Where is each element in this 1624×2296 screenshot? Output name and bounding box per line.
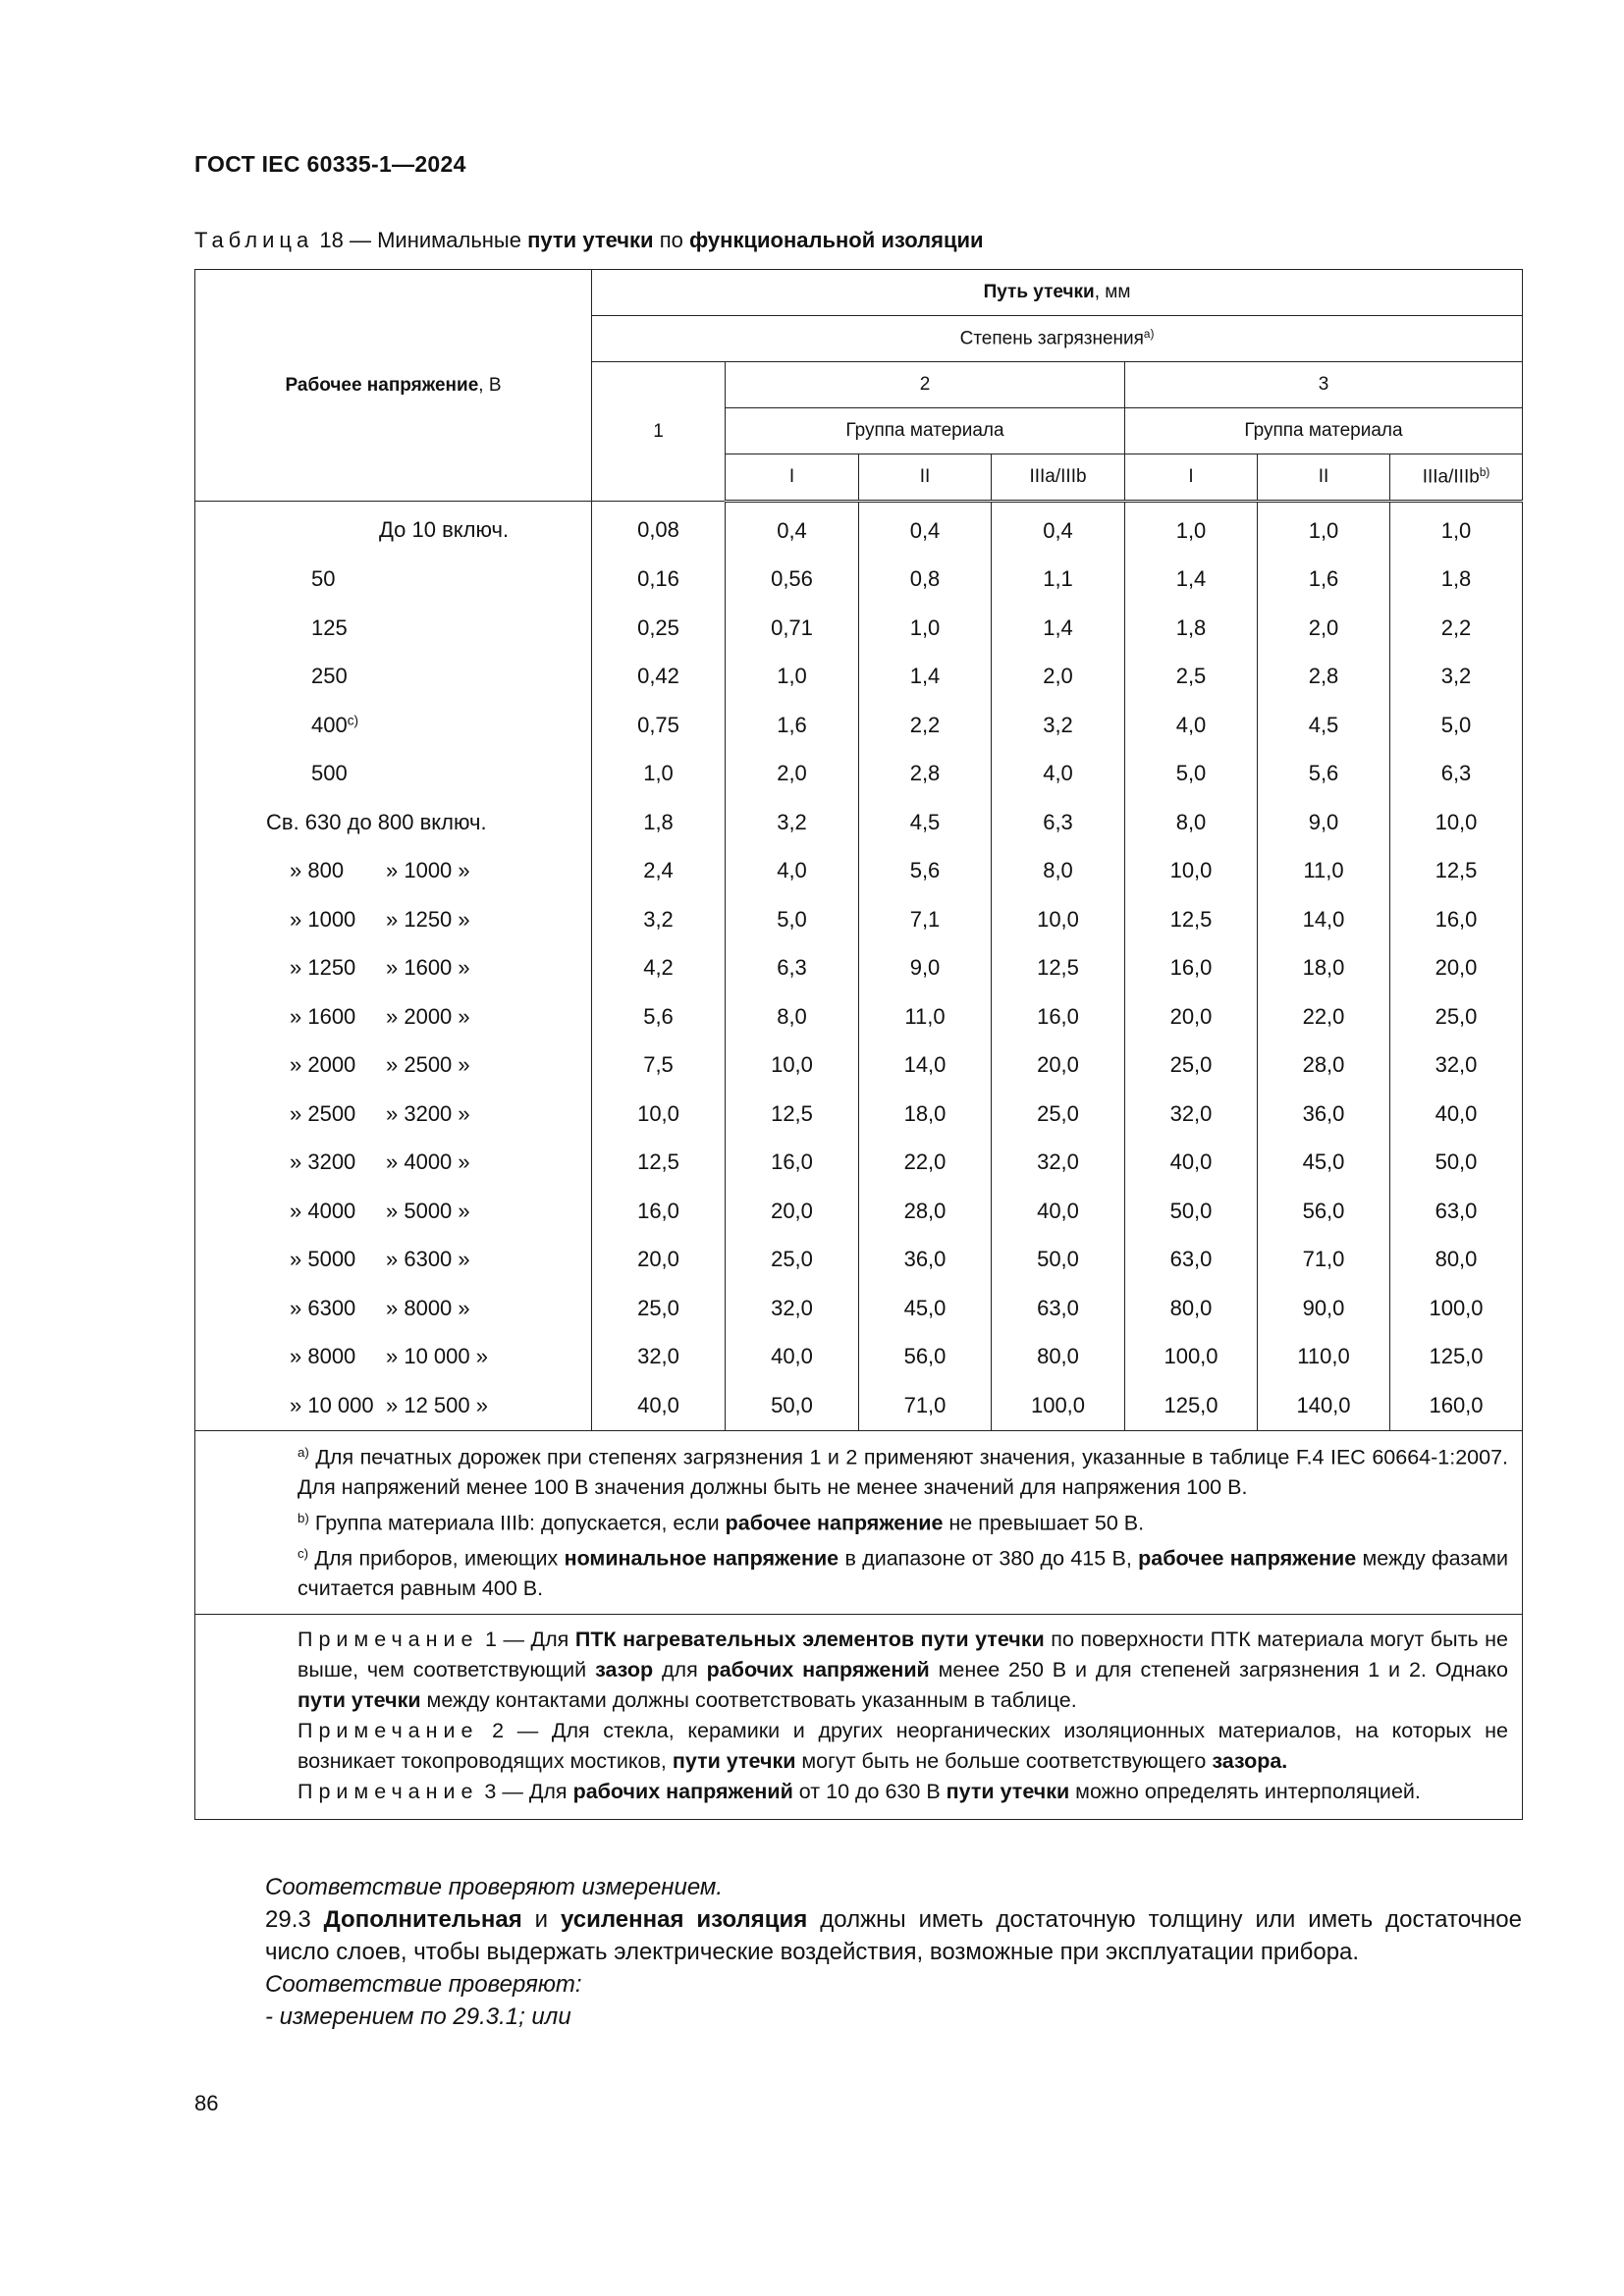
table-row [195, 1187, 1523, 1236]
value-cell: 8,0 [992, 847, 1125, 896]
degree-2-header: 2 [726, 362, 1125, 408]
value-cell: 45,0 [859, 1284, 992, 1333]
value-cell: 1,0 [1125, 502, 1258, 556]
value-cell: 1,1 [992, 556, 1125, 605]
value-cell: 3,2 [592, 895, 726, 944]
value-cell: 100,0 [1125, 1333, 1258, 1382]
value-cell: 1,4 [992, 604, 1125, 653]
value-cell: 0,4 [992, 502, 1125, 556]
group-3-header: Группа материала [1125, 408, 1523, 454]
value-cell: 10,0 [726, 1041, 859, 1091]
voltage-cell: » 8000 » 10 000 » [195, 1333, 592, 1382]
value-cell: 18,0 [859, 1090, 992, 1139]
voltage-cell: 50 [195, 556, 592, 605]
value-cell: 10,0 [992, 895, 1125, 944]
compliance-method: - измерением по 29.3.1; или [265, 2003, 571, 2030]
value-cell: 40,0 [726, 1333, 859, 1382]
value-cell: 10,0 [592, 1090, 726, 1139]
value-cell: 12,5 [1125, 895, 1258, 944]
value-cell: 80,0 [992, 1333, 1125, 1382]
voltage-cell: » 5000 » 6300 » [195, 1236, 592, 1285]
value-cell: 140,0 [1258, 1381, 1390, 1430]
value-cell: 6,3 [992, 798, 1125, 847]
value-cell: 50,0 [1125, 1187, 1258, 1236]
value-cell: 32,0 [1125, 1090, 1258, 1139]
table-row [195, 1041, 1523, 1091]
table-row [195, 798, 1523, 847]
table-row [195, 653, 1523, 702]
value-cell: 20,0 [1390, 944, 1523, 993]
voltage-cell: Св. 630 до 800 включ. [195, 798, 592, 847]
group-3-ii: II [1258, 454, 1390, 502]
value-cell: 5,0 [726, 895, 859, 944]
table-row [195, 1139, 1523, 1188]
value-cell: 4,0 [992, 750, 1125, 799]
voltage-cell: » 10 000 » 12 500 » [195, 1381, 592, 1430]
group-2-i: I [726, 454, 859, 502]
value-cell: 6,3 [1390, 750, 1523, 799]
value-cell: 32,0 [726, 1284, 859, 1333]
value-cell: 50,0 [992, 1236, 1125, 1285]
degree-3-header: 3 [1125, 362, 1523, 408]
table-row [195, 556, 1523, 605]
value-cell: 1,6 [726, 701, 859, 750]
value-cell: 2,5 [1125, 653, 1258, 702]
voltage-cell: 400$^{c)}$ [195, 701, 592, 750]
value-cell: 16,0 [1125, 944, 1258, 993]
value-cell: 10,0 [1125, 847, 1258, 896]
footnote-b: $^{b)}$ Группа материала IIIb: допускается, если рабочее напряжение не превышает 50 В. [298, 1510, 1145, 1535]
value-cell: 1,0 [1258, 502, 1390, 556]
value-cell: 28,0 [1258, 1041, 1390, 1091]
value-cell: 1,4 [859, 653, 992, 702]
table-row [195, 1284, 1523, 1333]
value-cell: 100,0 [992, 1381, 1125, 1430]
page-number: 86 [194, 2091, 219, 2115]
table-row [195, 944, 1523, 993]
value-cell: 22,0 [859, 1139, 992, 1188]
value-cell: 25,0 [726, 1236, 859, 1285]
value-cell: 2,4 [592, 847, 726, 896]
value-cell: 125,0 [1390, 1333, 1523, 1382]
caption-bold-2: функциональной изоляции [688, 228, 984, 252]
value-cell: 1,8 [592, 798, 726, 847]
group-3-iii: IIIa/IIIb$^{b)}$ [1390, 454, 1523, 502]
value-cell: 2,0 [1258, 604, 1390, 653]
value-cell: 2,8 [859, 750, 992, 799]
value-cell: 1,0 [1390, 502, 1523, 556]
voltage-cell: » 1250 » 1600 » [195, 944, 592, 993]
value-cell: 0,8 [859, 556, 992, 605]
value-cell: 80,0 [1125, 1284, 1258, 1333]
value-cell: 9,0 [1258, 798, 1390, 847]
value-cell: 9,0 [859, 944, 992, 993]
voltage-cell: » 4000 » 5000 » [195, 1187, 592, 1236]
value-cell: 90,0 [1258, 1284, 1390, 1333]
value-cell: 0,25 [592, 604, 726, 653]
caption-number: 18 — Минимальные [313, 228, 528, 252]
voltage-cell: 500 [195, 750, 592, 799]
table-row [195, 604, 1523, 653]
voltage-cell: » 800 » 1000 » [195, 847, 592, 896]
value-cell: 0,4 [726, 502, 859, 556]
value-cell: 40,0 [992, 1187, 1125, 1236]
value-cell: 0,08 [592, 502, 726, 556]
value-cell: 50,0 [1390, 1139, 1523, 1188]
voltage-cell: 250 [195, 653, 592, 702]
group-2-ii: II [859, 454, 992, 502]
value-cell: 0,75 [592, 701, 726, 750]
value-cell: 0,56 [726, 556, 859, 605]
degree-1-header: 1 [592, 362, 726, 502]
value-cell: 25,0 [1125, 1041, 1258, 1091]
value-cell: 11,0 [1258, 847, 1390, 896]
group-3-i: I [1125, 454, 1258, 502]
value-cell: 71,0 [1258, 1236, 1390, 1285]
value-cell: 40,0 [1390, 1090, 1523, 1139]
voltage-cell: » 6300 » 8000 » [195, 1284, 592, 1333]
value-cell: 12,5 [592, 1139, 726, 1188]
value-cell: 5,6 [859, 847, 992, 896]
note-3: Примечание 3 — Для рабочих напряжений от 10 до 630 В пути утечки можно определять интерполяцией. [298, 1780, 1421, 1804]
value-cell: 45,0 [1258, 1139, 1390, 1188]
value-cell: 0,4 [859, 502, 992, 556]
body-text [194, 1871, 1522, 2033]
voltage-header: Рабочее напряжение, В [195, 270, 592, 502]
value-cell: 125,0 [1125, 1381, 1258, 1430]
value-cell: 11,0 [859, 992, 992, 1041]
value-cell: 20,0 [592, 1236, 726, 1285]
value-cell: 40,0 [592, 1381, 726, 1430]
voltage-cell: » 1000 » 1250 » [195, 895, 592, 944]
table-notes [195, 1615, 1523, 1820]
value-cell: 63,0 [1390, 1187, 1523, 1236]
value-cell: 3,2 [1390, 653, 1523, 702]
value-cell: 12,5 [992, 944, 1125, 993]
compliance-line-1: Соответствие проверяют измерением. [265, 1874, 724, 1900]
value-cell: 1,8 [1390, 556, 1523, 605]
value-cell: 2,2 [859, 701, 992, 750]
value-cell: 8,0 [726, 992, 859, 1041]
table-row [195, 701, 1523, 750]
value-cell: 80,0 [1390, 1236, 1523, 1285]
value-cell: 2,2 [1390, 604, 1523, 653]
value-cell: 20,0 [1125, 992, 1258, 1041]
value-cell: 14,0 [1258, 895, 1390, 944]
value-cell: 71,0 [859, 1381, 992, 1430]
value-cell: 160,0 [1390, 1381, 1523, 1430]
compliance-line-2: Соответствие проверяют: [265, 1971, 582, 1998]
value-cell: 4,5 [1258, 701, 1390, 750]
document-header: ГОСТ IEC 60335-1—2024 [194, 151, 466, 177]
creepage-table [194, 269, 1523, 1820]
value-cell: 1,0 [592, 750, 726, 799]
value-cell: 32,0 [1390, 1041, 1523, 1091]
value-cell: 5,0 [1390, 701, 1523, 750]
value-cell: 110,0 [1258, 1333, 1390, 1382]
table-row [195, 895, 1523, 944]
voltage-cell: » 2000 » 2500 » [195, 1041, 592, 1091]
value-cell: 1,6 [1258, 556, 1390, 605]
caption-label: Таблица [194, 228, 314, 252]
value-cell: 25,0 [1390, 992, 1523, 1041]
caption-mid: по [653, 228, 689, 252]
value-cell: 32,0 [992, 1139, 1125, 1188]
table-row [195, 1236, 1523, 1285]
value-cell: 20,0 [726, 1187, 859, 1236]
value-cell: 63,0 [1125, 1236, 1258, 1285]
value-cell: 6,3 [726, 944, 859, 993]
pollution-header: Степень загрязнения$^{a)}$ [592, 316, 1523, 362]
value-cell: 0,16 [592, 556, 726, 605]
value-cell: 50,0 [726, 1381, 859, 1430]
value-cell: 1,8 [1125, 604, 1258, 653]
value-cell: 12,5 [726, 1090, 859, 1139]
value-cell: 8,0 [1125, 798, 1258, 847]
value-cell: 4,5 [859, 798, 992, 847]
value-cell: 28,0 [859, 1187, 992, 1236]
value-cell: 18,0 [1258, 944, 1390, 993]
voltage-cell: » 2500 » 3200 » [195, 1090, 592, 1139]
table-row [195, 1333, 1523, 1382]
value-cell: 16,0 [726, 1139, 859, 1188]
value-cell: 56,0 [1258, 1187, 1390, 1236]
value-cell: 1,0 [726, 653, 859, 702]
table-footnotes [195, 1430, 1523, 1615]
value-cell: 1,4 [1125, 556, 1258, 605]
table-caption [194, 228, 984, 253]
creepage-header: Путь утечки, мм [592, 270, 1523, 316]
value-cell: 32,0 [592, 1333, 726, 1382]
value-cell: 2,0 [992, 653, 1125, 702]
note-1: Примечание 1 — Для ПТК нагревательных элементов пути утечки по поверхности ПТК материала могут быть не выше, чем соответствующий зазор для рабочих напряжений менее 250 В и для степеней загрязнения 1 и 2. Однако пути утечки между контактами должны соответствовать указанным в таблице. [298, 1628, 1509, 1713]
table-row [195, 992, 1523, 1041]
table-row [195, 750, 1523, 799]
value-cell: 14,0 [859, 1041, 992, 1091]
clause-29-3: 29.3 Дополнительная и усиленная изоляция должны иметь достаточную толщину или иметь достаточное число слоев, чтобы выдержать электрические воздействия, возможные при эксплуатации прибора. [265, 1906, 1523, 1965]
value-cell: 56,0 [859, 1333, 992, 1382]
caption-bold-1: пути утечки [527, 228, 654, 252]
value-cell: 2,8 [1258, 653, 1390, 702]
value-cell: 36,0 [859, 1236, 992, 1285]
value-cell: 4,0 [1125, 701, 1258, 750]
value-cell: 12,5 [1390, 847, 1523, 896]
value-cell: 16,0 [992, 992, 1125, 1041]
note-2: Примечание 2 — Для стекла, керамики и других неорганических изоляционных материалов, на которых не возникает токопроводящих мостиков, пути утечки могут быть не больше соответствующего зазора. [298, 1719, 1508, 1774]
value-cell: 0,71 [726, 604, 859, 653]
value-cell: 7,5 [592, 1041, 726, 1091]
value-cell: 5,6 [592, 992, 726, 1041]
value-cell: 16,0 [1390, 895, 1523, 944]
table-row [195, 502, 1523, 556]
value-cell: 3,2 [726, 798, 859, 847]
value-cell: 22,0 [1258, 992, 1390, 1041]
group-2-iii: IIIa/IIIb [992, 454, 1125, 502]
value-cell: 25,0 [592, 1284, 726, 1333]
table-row [195, 847, 1523, 896]
value-cell: 36,0 [1258, 1090, 1390, 1139]
value-cell: 4,0 [726, 847, 859, 896]
value-cell: 40,0 [1125, 1139, 1258, 1188]
voltage-cell: 125 [195, 604, 592, 653]
footnote-a: $^{a)}$ Для печатных дорожек при степенях загрязнения 1 и 2 применяют значения, указанные в таблице F.4 IEC 60664-1:2007. Для напряжений менее 100 В значения должны быть не менее значений для напряжения 100 В. [298, 1444, 1508, 1499]
value-cell: 5,0 [1125, 750, 1258, 799]
value-cell: 63,0 [992, 1284, 1125, 1333]
value-cell: 7,1 [859, 895, 992, 944]
value-cell: 5,6 [1258, 750, 1390, 799]
footnote-c: $^{c)}$ Для приборов, имеющих номинальное напряжение в диапазоне от 380 до 415 В, рабочее напряжение между фазами считается равным 400 В. [298, 1546, 1509, 1601]
value-cell: 10,0 [1390, 798, 1523, 847]
table-row [195, 1090, 1523, 1139]
value-cell: 0,42 [592, 653, 726, 702]
voltage-cell: » 1600 » 2000 » [195, 992, 592, 1041]
value-cell: 100,0 [1390, 1284, 1523, 1333]
value-cell: 3,2 [992, 701, 1125, 750]
voltage-cell: До 10 включ. [195, 502, 592, 556]
voltage-cell: » 3200 » 4000 » [195, 1139, 592, 1188]
value-cell: 16,0 [592, 1187, 726, 1236]
group-2-header: Группа материала [726, 408, 1125, 454]
table-row [195, 1381, 1523, 1430]
value-cell: 4,2 [592, 944, 726, 993]
value-cell: 2,0 [726, 750, 859, 799]
value-cell: 20,0 [992, 1041, 1125, 1091]
value-cell: 25,0 [992, 1090, 1125, 1139]
value-cell: 1,0 [859, 604, 992, 653]
